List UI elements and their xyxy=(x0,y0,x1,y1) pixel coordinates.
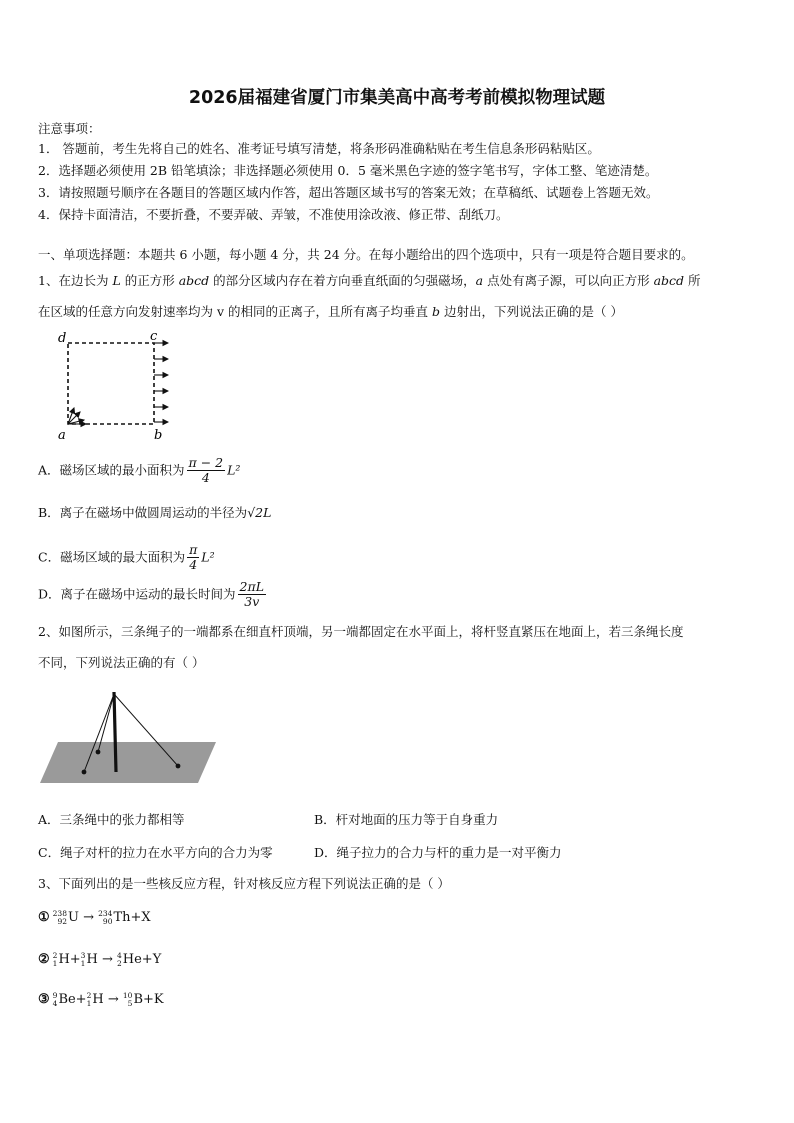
nuclide-symbol: Th+X xyxy=(113,910,151,925)
nuclide-symbol: B+K xyxy=(133,992,164,1007)
mass-number: 238 xyxy=(52,909,67,918)
nuclide-symbol: Be+ xyxy=(58,992,87,1007)
mass-number: 4 xyxy=(116,951,122,960)
q2-option-b: B．杆对地面的压力等于自身重力 xyxy=(314,812,499,827)
option-tail: L² xyxy=(227,462,241,478)
q1-var-abcd: abcd xyxy=(178,273,210,288)
q3-stem: 3、下面列出的是一些核反应方程，针对核反应方程下列说法正确的是（ ） xyxy=(38,876,450,891)
notice-heading: 注意事项： xyxy=(38,121,101,136)
nuclide-symbol: H xyxy=(92,992,104,1007)
mass-number: 10 xyxy=(122,991,133,1000)
option-text: D．离子在磁场中运动的最长时间为 xyxy=(38,586,236,602)
reaction-arrow: → xyxy=(101,952,113,967)
fraction xyxy=(187,456,226,486)
atomic-number: 1 xyxy=(52,958,58,968)
label-d: d xyxy=(58,331,67,346)
q3-equation-3 xyxy=(38,992,164,1008)
anchor-point xyxy=(82,770,87,775)
atomic-number: 1 xyxy=(86,998,92,1008)
mass-number: 234 xyxy=(98,909,113,918)
nuclide-numbers xyxy=(53,910,67,925)
label-b: b xyxy=(154,428,163,443)
q1-text: 边射出，下列说法正确的是（ ） xyxy=(440,304,623,319)
option-text: A．磁场区域的最小面积为 xyxy=(38,462,185,478)
fraction-den: 4 xyxy=(201,470,210,486)
mass-number: 2 xyxy=(52,951,58,960)
notice-item: 1． 答题前，考生先将自己的姓名、准考证号填写清楚，将条形码准确粘贴在考生信息条形码粘贴区。 xyxy=(38,141,600,156)
exit-arrows xyxy=(154,343,168,422)
q3-equation-2 xyxy=(38,952,161,968)
page-title: 2026届福建省厦门市集美高中高考考前模拟物理试题 xyxy=(188,88,606,108)
nuclide-numbers xyxy=(98,910,112,925)
q1-text: 点处有离子源，可以向正方形 xyxy=(483,273,654,288)
nuclide-numbers xyxy=(123,992,133,1007)
equation-mark: ① xyxy=(38,910,50,925)
atomic-number: 90 xyxy=(102,916,113,926)
q2-pole-diagram xyxy=(40,686,216,786)
equation-mark: ② xyxy=(38,952,50,967)
option-text: C．磁场区域的最大面积为 xyxy=(38,549,186,565)
q1-text: 在区域的任意方向发射速率均为 v 的相同的正离子，且所有离子均垂直 xyxy=(38,304,432,319)
notice-item: 4．保持卡面清洁，不要折叠，不要弄破、弄皱，不准使用涂改液、修正带、刮纸刀。 xyxy=(38,207,509,222)
reaction-arrow: → xyxy=(107,992,119,1007)
nuclide-numbers xyxy=(53,992,58,1007)
section-heading: 一、单项选择题：本题共 6 小题，每小题 4 分，共 24 分。在每小题给出的四个选项中，只有一项是符合题目要求的。 xyxy=(38,247,694,262)
pole xyxy=(114,692,116,772)
nuclide-numbers xyxy=(81,952,86,967)
q1-text: 的正方形 xyxy=(120,273,179,288)
equation-mark: ③ xyxy=(38,992,50,1007)
atomic-number: 4 xyxy=(52,998,58,1008)
square-boundary xyxy=(68,343,154,424)
q3-equation-1 xyxy=(38,910,151,926)
fraction-den: 3v xyxy=(244,594,260,610)
q1-text: 的部分区域内存在着方向垂直纸面的匀强磁场， xyxy=(209,273,476,288)
nuclide-symbol: H xyxy=(86,952,98,967)
q2-option-d: D．绳子拉力的合力与杆的重力是一对平衡力 xyxy=(314,845,562,860)
mass-number: 2 xyxy=(86,991,92,1000)
fraction-den: 4 xyxy=(189,557,198,573)
mass-number: 3 xyxy=(80,951,86,960)
option-tail: L² xyxy=(201,549,215,565)
q1-var-b: b xyxy=(431,304,440,319)
q2-stem-line1: 2、如图所示，三条绳子的一端都系在细直杆顶端，另一端都固定在水平面上，将杆竖直紧压在地面上，若三条绳长度 xyxy=(38,624,684,639)
anchor-point xyxy=(176,764,181,769)
reaction-arrow: → xyxy=(83,910,94,925)
option-text: B．离子在磁场中做圆周运动的半径为 xyxy=(38,505,248,520)
fraction xyxy=(238,580,266,610)
option-expr: √2L xyxy=(247,505,272,520)
nuclide-symbol: H+ xyxy=(58,952,81,967)
q1-var-L: L xyxy=(112,273,121,288)
q1-var-a: a xyxy=(475,273,484,288)
fraction-num: π xyxy=(189,542,198,557)
q1-text: 所 xyxy=(684,273,701,288)
atomic-number: 5 xyxy=(127,998,133,1008)
q2-stem-line2: 不同，下列说法正确的有（ ） xyxy=(38,655,205,670)
q2-option-c: C．绳子对杆的拉力在水平方向的合力为零 xyxy=(38,845,273,860)
nuclide-symbol: U xyxy=(67,910,79,925)
source-arrows xyxy=(68,408,86,424)
atomic-number: 92 xyxy=(57,916,67,926)
fraction xyxy=(187,543,199,573)
nuclide-symbol: He+Y xyxy=(122,952,162,967)
atomic-number: 2 xyxy=(116,958,122,968)
nuclide-numbers xyxy=(87,992,92,1007)
fraction-num: π − 2 xyxy=(188,455,224,470)
q1-var-abcd: abcd xyxy=(653,273,685,288)
notice-item: 3．请按照题号顺序在各题目的答题区域内作答，超出答题区域书写的答案无效；在草稿纸、试题卷上答题无效。 xyxy=(38,185,659,200)
nuclide-numbers xyxy=(117,952,122,967)
q1-option-c xyxy=(38,543,215,573)
anchor-point xyxy=(96,750,101,755)
notice-item: 2．选择题必须使用 2B 铅笔填涂；非选择题必须使用 0．5 毫米黑色字迹的签字笔书写，字体工整、笔迹清楚。 xyxy=(38,163,658,178)
atomic-number: 1 xyxy=(80,958,86,968)
q1-text: 1、在边长为 xyxy=(38,273,113,288)
ground-plane xyxy=(40,742,216,783)
q1-option-a xyxy=(38,456,240,486)
nuclide-numbers xyxy=(53,952,58,967)
q1-stem-line1 xyxy=(38,273,701,288)
fraction-num: 2πL xyxy=(239,579,265,594)
q2-option-a: A．三条绳中的张力都相等 xyxy=(38,812,185,827)
label-c: c xyxy=(150,329,158,344)
q1-stem-line2 xyxy=(38,304,623,319)
q1-option-d xyxy=(38,580,268,610)
q1-square-diagram xyxy=(50,328,180,444)
label-a: a xyxy=(58,428,66,443)
mass-number: 9 xyxy=(52,991,58,1000)
q1-option-b xyxy=(38,505,271,520)
